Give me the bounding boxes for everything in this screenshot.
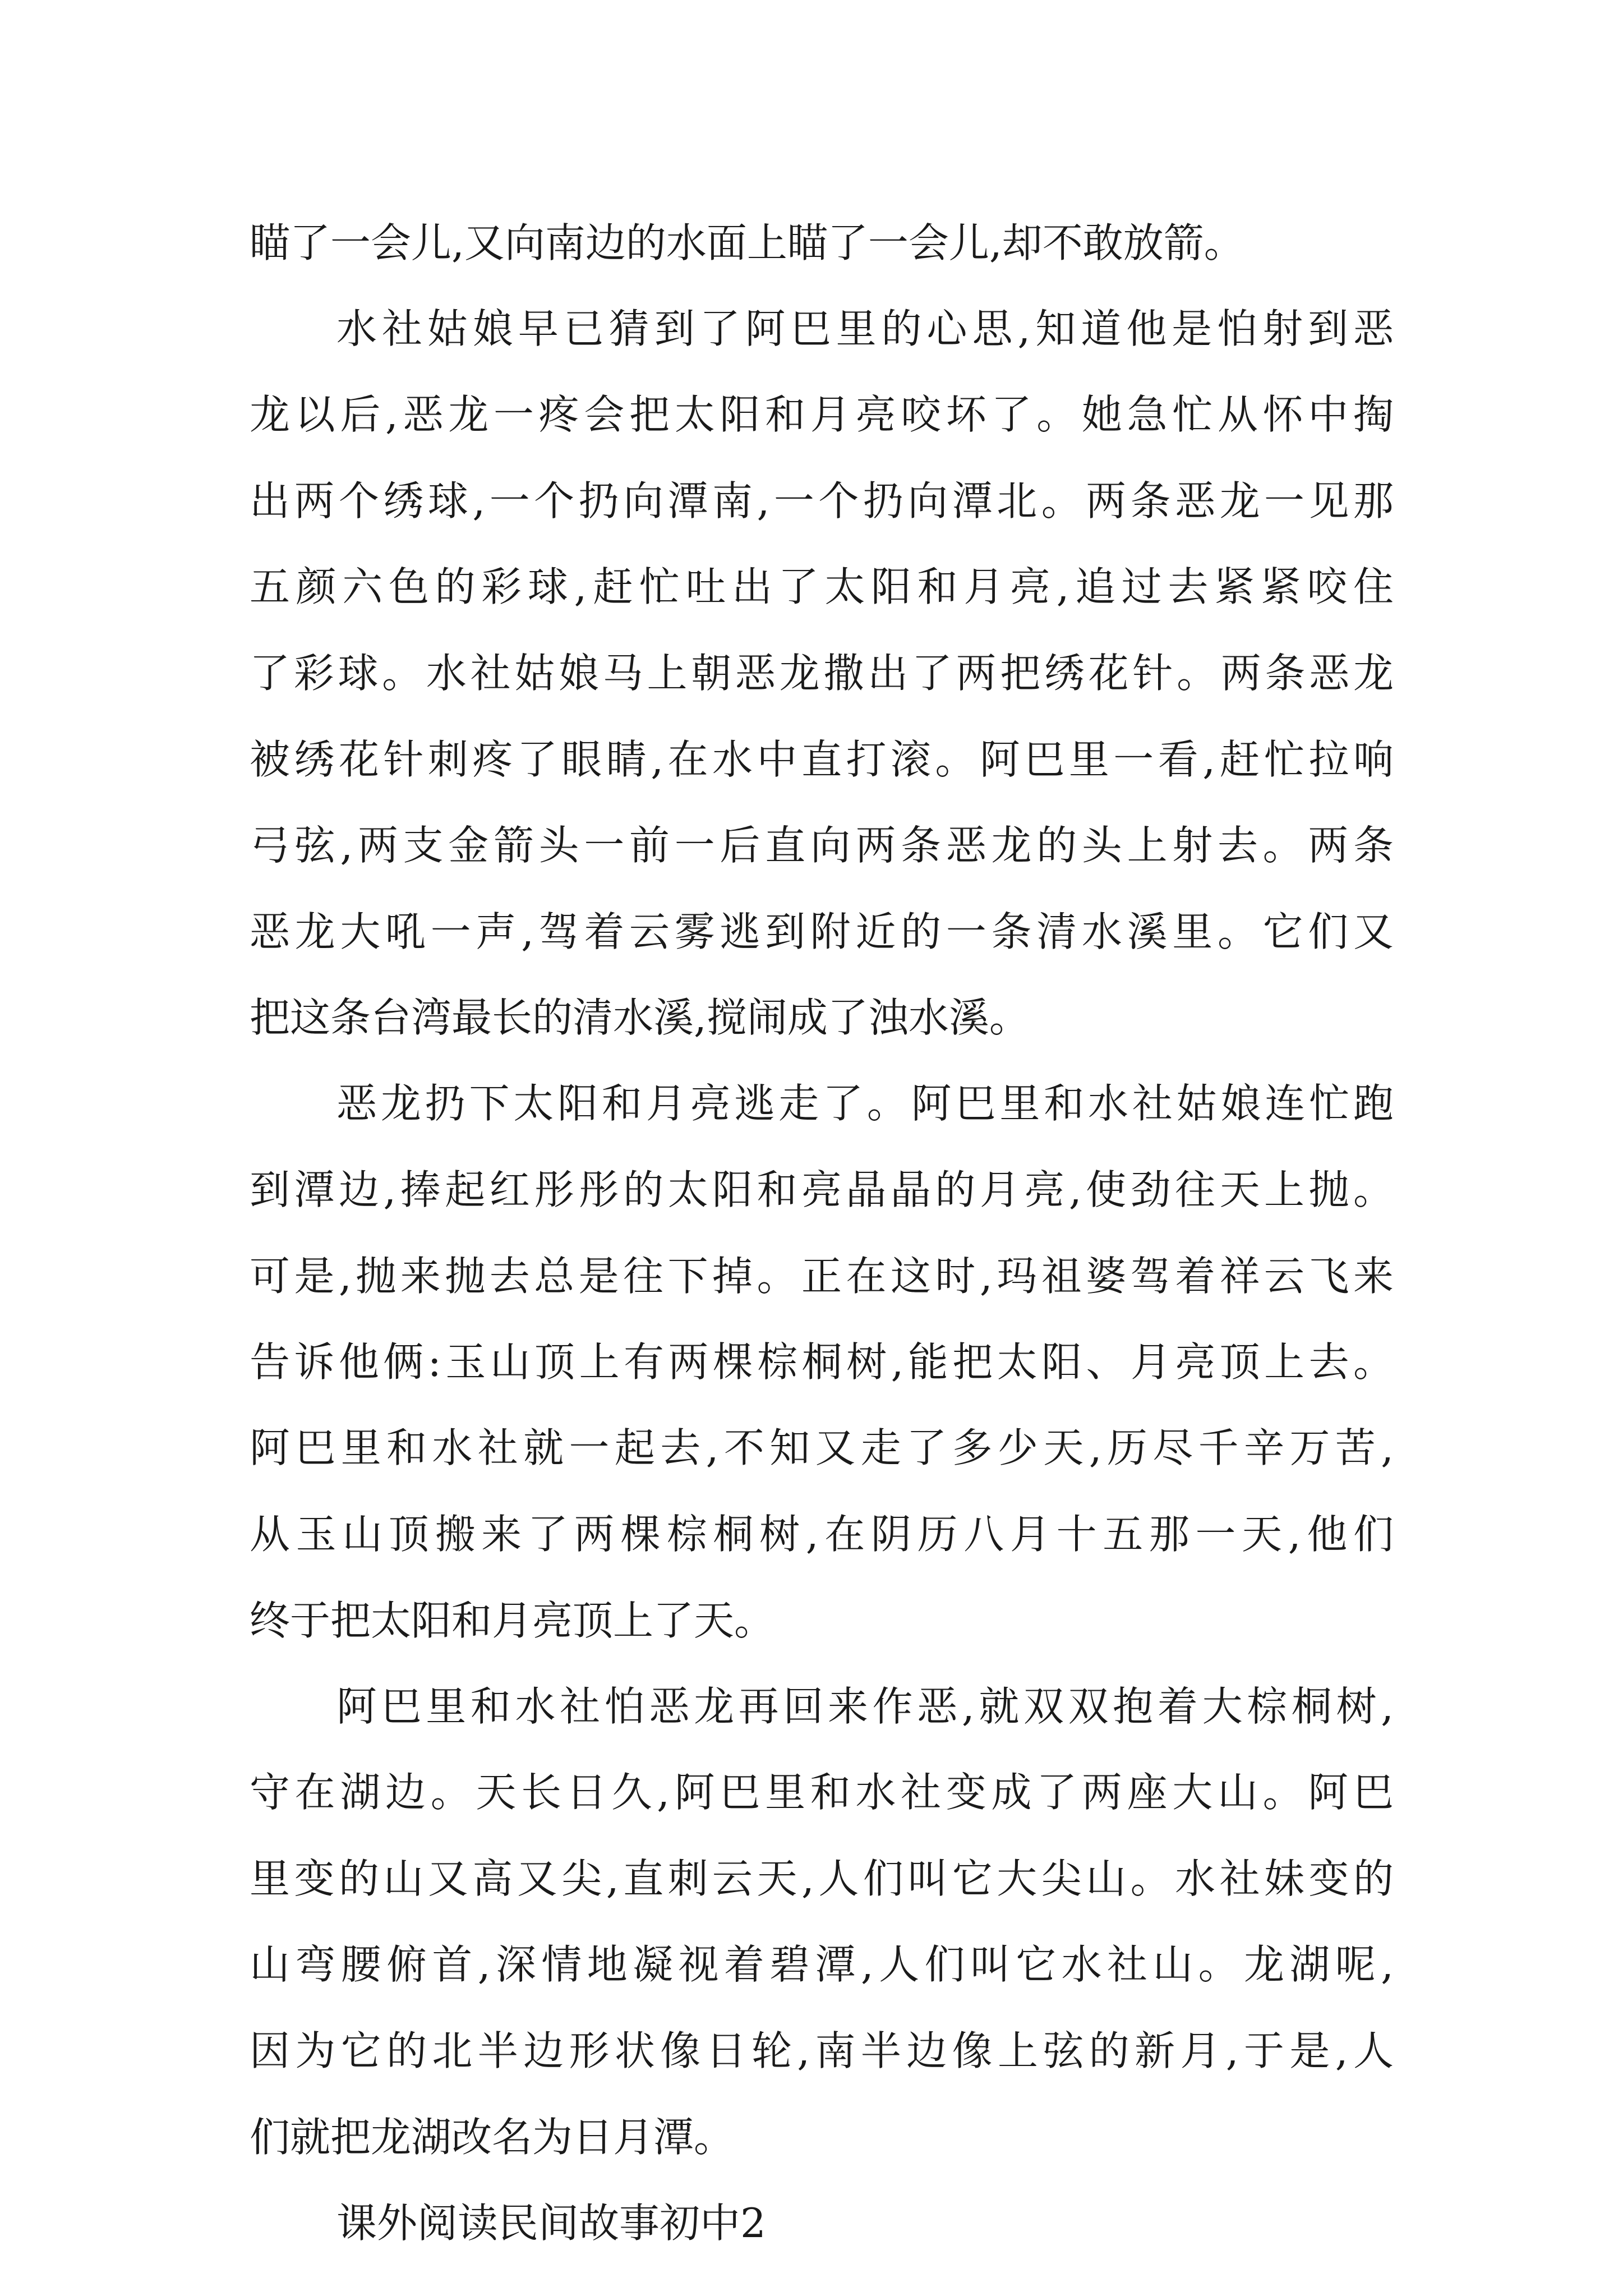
paragraph-line: 告诉他俩:玉山顶上有两棵棕桐树,能把太阳、月亮顶上去。 — [250, 1338, 1394, 1386]
section-heading: 课外阅读民间故事初中2 — [336, 2200, 766, 2247]
paragraph-line: 里变的山又高又尖,直刺云天,人们叫它大尖山。水社妹变的 — [250, 1855, 1394, 1902]
paragraph-line: 瞄了一会儿,又向南边的水面上瞄了一会儿,却不敢放箭。 — [250, 219, 1244, 266]
paragraph-line: 阿巴里和水社怕恶龙再回来作恶,就双双抱着大棕桐树, — [336, 1683, 1394, 1730]
paragraph-line: 恶龙扔下太阳和月亮逃走了。阿巴里和水社姑娘连忙跑 — [336, 1080, 1394, 1127]
paragraph-line: 到潭边,捧起红彤彤的太阳和亮晶晶的月亮,使劲往天上抛。 — [250, 1166, 1394, 1213]
paragraph-line: 水社姑娘早已猜到了阿巴里的心思,知道他是怕射到恶 — [336, 305, 1394, 352]
paragraph-line: 被绣花针刺疼了眼睛,在水中直打滚。阿巴里一看,赶忙拉响 — [250, 736, 1394, 783]
paragraph-line: 阿巴里和水社就一起去,不知又走了多少天,历尽千辛万苦, — [250, 1424, 1394, 1471]
paragraph-line: 可是,抛来抛去总是往下掉。正在这时,玛祖婆驾着祥云飞来 — [250, 1253, 1394, 1300]
paragraph-line: 龙以后,恶龙一疼会把太阳和月亮咬坏了。她急忙从怀中掏 — [250, 391, 1394, 438]
paragraph-line: 终于把太阳和月亮顶上了天。 — [250, 1597, 775, 1644]
paragraph-line: 们就把龙湖改名为日月潭。 — [250, 2114, 735, 2161]
paragraph-line: 弓弦,两支金箭头一前一后直向两条恶龙的头上射去。两条 — [250, 822, 1394, 869]
paragraph-line: 了彩球。水社姑娘马上朝恶龙撒出了两把绣花针。两条恶龙 — [250, 650, 1394, 697]
paragraph-line: 五颜六色的彩球,赶忙吐出了太阳和月亮,追过去紧紧咬住 — [250, 563, 1394, 610]
paragraph-line: 守在湖边。天长日久,阿巴里和水社变成了两座大山。阿巴 — [250, 1769, 1394, 1816]
paragraph-line: 山弯腰俯首,深情地凝视着碧潭,人们叫它水社山。龙湖呢, — [250, 1941, 1394, 1988]
paragraph-line: 恶龙大吼一声,驾着云雾逃到附近的一条清水溪里。它们又 — [250, 908, 1394, 955]
paragraph-line: 把这条台湾最长的清水溪,搅闹成了浊水溪。 — [250, 994, 1030, 1041]
paragraph-line: 从玉山顶搬来了两棵棕桐树,在阴历八月十五那一天,他们 — [250, 1511, 1394, 1558]
paragraph-line: 出两个绣球,一个扔向潭南,一个扔向潭北。两条恶龙一见那 — [250, 477, 1394, 524]
paragraph-line: 因为它的北半边形状像日轮,南半边像上弦的新月,于是,人 — [250, 2027, 1394, 2074]
